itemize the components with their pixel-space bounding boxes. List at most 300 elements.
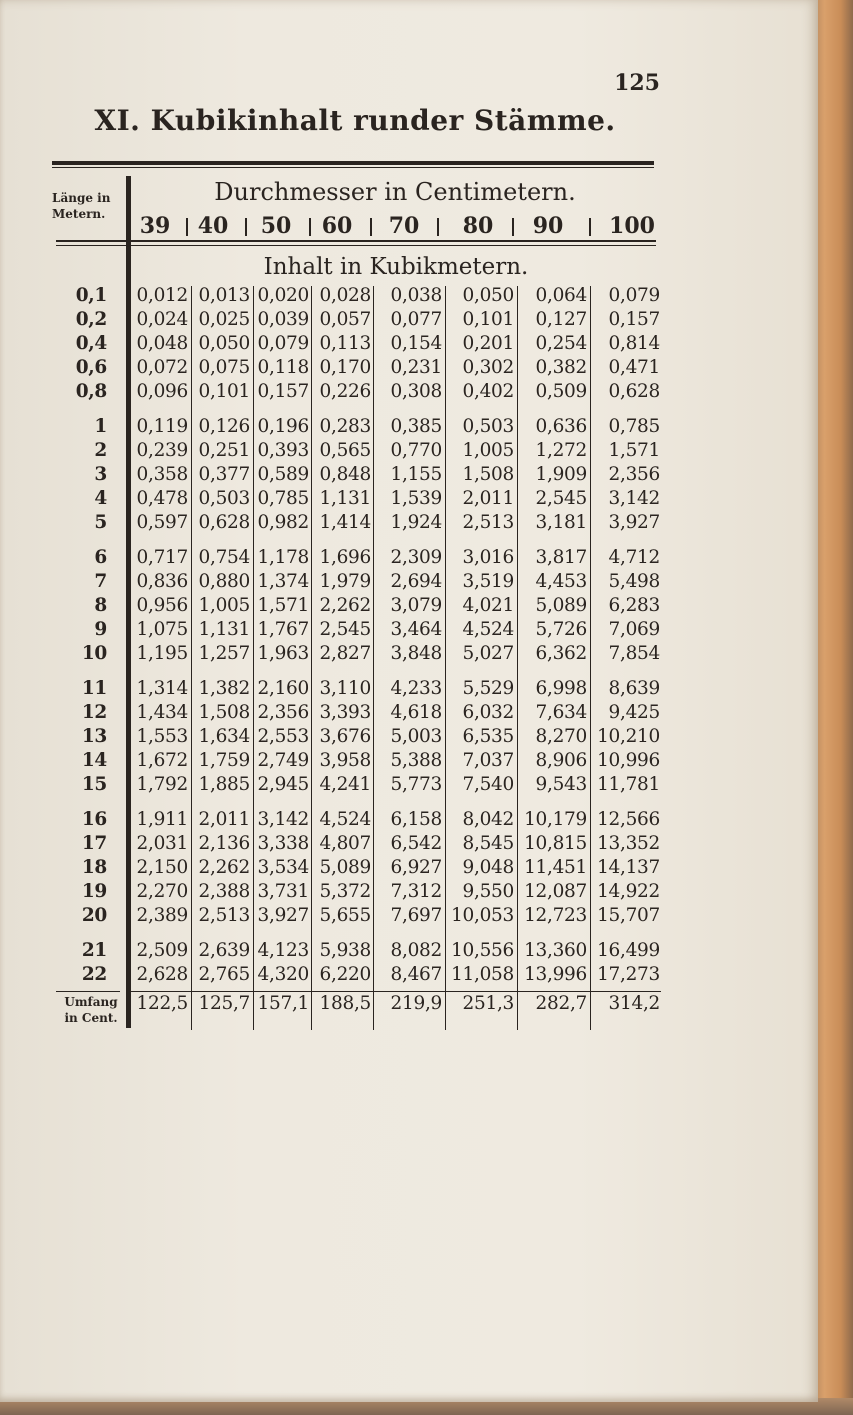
volume-cell: 3,393 — [319, 702, 371, 723]
volume-cell: 2,765 — [198, 964, 250, 985]
volume-cell: 3,848 — [390, 643, 442, 664]
volume-cell: 0,402 — [462, 381, 514, 402]
umfang-label-line1: Umfang — [64, 995, 118, 1009]
length-cell: 0,4 — [75, 333, 107, 354]
volume-cell: 5,027 — [462, 643, 514, 664]
volume-cell: 10,996 — [597, 750, 660, 771]
diameter-90: 90 — [532, 213, 564, 239]
volume-cell: 0,880 — [198, 571, 250, 592]
column-separator — [445, 286, 446, 1030]
umfang-label-line2: in Cent. — [64, 1011, 118, 1025]
volume-cell: 4,712 — [608, 547, 660, 568]
volume-cell: 1,508 — [462, 464, 514, 485]
volume-cell: 3,142 — [608, 488, 660, 509]
volume-cell: 6,362 — [535, 643, 587, 664]
durchmesser-header: Durchmesser in Centimetern. — [214, 178, 576, 206]
volume-cell: 0,024 — [136, 309, 188, 330]
volume-cell: 7,854 — [608, 643, 660, 664]
volume-cell: 1,571 — [257, 595, 309, 616]
volume-cell: 7,697 — [390, 905, 442, 926]
table-row — [50, 880, 670, 904]
table-row — [50, 546, 670, 570]
volume-cell: 3,958 — [319, 750, 371, 771]
volume-cell: 6,158 — [390, 809, 442, 830]
table-row — [50, 511, 670, 535]
header-rule-1 — [56, 240, 656, 242]
diameter-separator — [512, 218, 514, 236]
volume-cell: 0,028 — [319, 285, 371, 306]
length-cell: 0,6 — [75, 357, 107, 378]
length-cell: 22 — [81, 964, 107, 985]
volume-cell: 1,382 — [198, 678, 250, 699]
volume-cell: 1,434 — [136, 702, 188, 723]
volume-cell: 0,509 — [535, 381, 587, 402]
volume-cell: 3,338 — [257, 833, 309, 854]
volume-cell: 0,589 — [257, 464, 309, 485]
volume-cell: 1,155 — [390, 464, 442, 485]
volume-cell: 1,314 — [136, 678, 188, 699]
volume-cell: 10,815 — [524, 833, 587, 854]
volume-cell: 6,542 — [390, 833, 442, 854]
volume-cell: 0,101 — [198, 381, 250, 402]
volume-cell: 0,077 — [390, 309, 442, 330]
volume-cell: 0,119 — [136, 416, 188, 437]
umfang-cell: 122,5 — [136, 993, 188, 1014]
volume-cell: 1,005 — [462, 440, 514, 461]
volume-cell: 13,360 — [524, 940, 587, 961]
volume-cell: 0,072 — [136, 357, 188, 378]
table-row — [50, 284, 670, 308]
volume-cell: 4,807 — [319, 833, 371, 854]
volume-cell: 2,827 — [319, 643, 371, 664]
volume-cell: 2,309 — [390, 547, 442, 568]
column-separator — [517, 286, 518, 1030]
length-cell: 4 — [94, 488, 107, 509]
length-cell: 1 — [94, 416, 107, 437]
volume-cell: 1,759 — [198, 750, 250, 771]
volume-cell: 2,628 — [136, 964, 188, 985]
length-cell: 9 — [94, 619, 107, 640]
volume-cell: 14,137 — [597, 857, 660, 878]
volume-cell: 10,179 — [524, 809, 587, 830]
volume-cell: 3,181 — [535, 512, 587, 533]
column-separator — [191, 286, 192, 1030]
length-cell: 2 — [94, 440, 107, 461]
volume-cell: 10,556 — [451, 940, 514, 961]
volume-cell: 2,011 — [462, 488, 514, 509]
volume-cell: 0,064 — [535, 285, 587, 306]
volume-cell: 6,283 — [608, 595, 660, 616]
table-row — [50, 904, 670, 928]
table-row — [50, 356, 670, 380]
volume-cell: 0,956 — [136, 595, 188, 616]
volume-cell: 0,377 — [198, 464, 250, 485]
volume-cell: 3,676 — [319, 726, 371, 747]
volume-cell: 4,453 — [535, 571, 587, 592]
volume-cell: 13,352 — [597, 833, 660, 854]
volume-cell: 0,982 — [257, 512, 309, 533]
volume-cell: 0,012 — [136, 285, 188, 306]
umfang-cell: 125,7 — [198, 993, 250, 1014]
volume-cell: 1,634 — [198, 726, 250, 747]
volume-cell: 2,945 — [257, 774, 309, 795]
volume-cell: 0,039 — [257, 309, 309, 330]
volume-cell: 0,251 — [198, 440, 250, 461]
volume-cell: 8,639 — [608, 678, 660, 699]
length-cell: 15 — [81, 774, 107, 795]
volume-cell: 2,150 — [136, 857, 188, 878]
volume-cell: 7,540 — [462, 774, 514, 795]
table-row — [50, 939, 670, 963]
volume-cell: 9,550 — [462, 881, 514, 902]
volume-cell: 0,038 — [390, 285, 442, 306]
table-row — [50, 618, 670, 642]
length-cell: 3 — [94, 464, 107, 485]
volume-cell: 4,123 — [257, 940, 309, 961]
volume-cell: 5,498 — [608, 571, 660, 592]
volume-cell: 0,020 — [257, 285, 309, 306]
volume-cell: 2,356 — [257, 702, 309, 723]
book-edge-right — [812, 0, 853, 1415]
volume-cell: 0,025 — [198, 309, 250, 330]
diameter-separator — [309, 218, 311, 236]
diameter-39: 39 — [139, 213, 171, 239]
volume-cell: 9,048 — [462, 857, 514, 878]
volume-cell: 0,302 — [462, 357, 514, 378]
volume-cell: 13,996 — [524, 964, 587, 985]
volume-cell: 10,053 — [451, 905, 514, 926]
volume-cell: 3,731 — [257, 881, 309, 902]
umfang-rule-left — [56, 991, 120, 992]
volume-cell: 4,524 — [462, 619, 514, 640]
table-row — [50, 749, 670, 773]
volume-cell: 0,393 — [257, 440, 309, 461]
volume-cell: 0,050 — [198, 333, 250, 354]
volume-cell: 0,848 — [319, 464, 371, 485]
volume-cell: 1,272 — [535, 440, 587, 461]
volume-cell: 9,425 — [608, 702, 660, 723]
volume-cell: 0,478 — [136, 488, 188, 509]
volume-cell: 8,082 — [390, 940, 442, 961]
volume-cell: 2,031 — [136, 833, 188, 854]
table-row — [50, 725, 670, 749]
volume-cell: 0,283 — [319, 416, 371, 437]
volume-cell: 12,723 — [524, 905, 587, 926]
volume-cell: 0,075 — [198, 357, 250, 378]
volume-cell: 1,374 — [257, 571, 309, 592]
header-rule-2 — [56, 245, 656, 246]
volume-cell: 0,157 — [608, 309, 660, 330]
volume-cell: 8,545 — [462, 833, 514, 854]
laenge-header-line1: Länge in — [52, 191, 111, 205]
length-cell: 12 — [81, 702, 107, 723]
length-cell: 10 — [81, 643, 107, 664]
volume-cell: 3,142 — [257, 809, 309, 830]
volume-cell: 1,979 — [319, 571, 371, 592]
volume-cell: 0,127 — [535, 309, 587, 330]
diameter-header-row — [131, 212, 661, 240]
volume-cell: 0,385 — [390, 416, 442, 437]
volume-cell: 0,717 — [136, 547, 188, 568]
length-cell: 5 — [94, 512, 107, 533]
diameter-separator — [589, 218, 591, 236]
volume-cell: 0,113 — [319, 333, 371, 354]
volume-cell: 6,032 — [462, 702, 514, 723]
table-row — [50, 963, 670, 987]
volume-cell: 10,210 — [597, 726, 660, 747]
volume-cell: 0,308 — [390, 381, 442, 402]
volume-cell: 2,513 — [198, 905, 250, 926]
length-cell: 13 — [81, 726, 107, 747]
volume-cell: 0,226 — [319, 381, 371, 402]
volume-cell: 15,707 — [597, 905, 660, 926]
table-row — [50, 856, 670, 880]
volume-cell: 0,239 — [136, 440, 188, 461]
length-cell: 7 — [94, 571, 107, 592]
length-cell: 11 — [81, 678, 107, 699]
length-cell: 18 — [81, 857, 107, 878]
umfang-cell: 314,2 — [608, 993, 660, 1014]
volume-cell: 11,058 — [451, 964, 514, 985]
volume-cell: 7,037 — [462, 750, 514, 771]
diameter-separator — [370, 218, 372, 236]
volume-cell: 1,963 — [257, 643, 309, 664]
length-cell: 16 — [81, 809, 107, 830]
volume-cell: 2,160 — [257, 678, 309, 699]
volume-cell: 4,241 — [319, 774, 371, 795]
volume-cell: 8,467 — [390, 964, 442, 985]
length-cell: 21 — [81, 940, 107, 961]
diameter-separator — [186, 218, 188, 236]
table-row — [50, 415, 670, 439]
length-cell: 0,1 — [75, 285, 107, 306]
column-separator — [373, 286, 374, 1030]
volume-cell: 6,220 — [319, 964, 371, 985]
volume-cell: 3,927 — [608, 512, 660, 533]
volume-cell: 0,254 — [535, 333, 587, 354]
volume-cell: 0,565 — [319, 440, 371, 461]
volume-cell: 4,021 — [462, 595, 514, 616]
volume-cell: 0,170 — [319, 357, 371, 378]
volume-cell: 2,749 — [257, 750, 309, 771]
volume-cell: 12,566 — [597, 809, 660, 830]
volume-cell: 1,571 — [608, 440, 660, 461]
volume-cell: 6,998 — [535, 678, 587, 699]
volume-cell: 11,781 — [597, 774, 660, 795]
volume-cell: 5,003 — [390, 726, 442, 747]
table-row — [50, 594, 670, 618]
volume-cell: 2,388 — [198, 881, 250, 902]
volume-cell: 5,089 — [535, 595, 587, 616]
volume-cell: 11,451 — [524, 857, 587, 878]
length-cell: 20 — [81, 905, 107, 926]
volume-cell: 1,553 — [136, 726, 188, 747]
volume-cell: 0,770 — [390, 440, 442, 461]
volume-cell: 0,628 — [198, 512, 250, 533]
volume-cell: 0,096 — [136, 381, 188, 402]
volume-cell: 0,785 — [608, 416, 660, 437]
volume-cell: 0,126 — [198, 416, 250, 437]
volume-cell: 5,773 — [390, 774, 442, 795]
volume-cell: 7,634 — [535, 702, 587, 723]
volume-cell: 0,754 — [198, 547, 250, 568]
volume-cell: 2,262 — [198, 857, 250, 878]
table-row — [50, 832, 670, 856]
volume-cell: 1,131 — [198, 619, 250, 640]
diameter-70: 70 — [388, 213, 420, 239]
volume-cell: 7,312 — [390, 881, 442, 902]
volume-cell: 3,016 — [462, 547, 514, 568]
volume-cell: 7,069 — [608, 619, 660, 640]
volume-cell: 5,089 — [319, 857, 371, 878]
volume-cell: 8,042 — [462, 809, 514, 830]
volume-cell: 3,079 — [390, 595, 442, 616]
volume-cell: 0,785 — [257, 488, 309, 509]
volume-cell: 17,273 — [597, 964, 660, 985]
volume-cell: 3,110 — [319, 678, 371, 699]
volume-cell: 3,519 — [462, 571, 514, 592]
volume-cell: 9,543 — [535, 774, 587, 795]
volume-cell: 2,509 — [136, 940, 188, 961]
table-row — [50, 701, 670, 725]
volume-cell: 0,358 — [136, 464, 188, 485]
volume-cell: 2,694 — [390, 571, 442, 592]
volume-cell: 3,464 — [390, 619, 442, 640]
volume-cell: 8,906 — [535, 750, 587, 771]
umfang-cell: 219,9 — [390, 993, 442, 1014]
table-row — [50, 439, 670, 463]
table-row — [50, 380, 670, 404]
volume-cell: 0,201 — [462, 333, 514, 354]
volume-cell: 3,927 — [257, 905, 309, 926]
volume-cell: 1,924 — [390, 512, 442, 533]
volume-cell: 4,320 — [257, 964, 309, 985]
volume-cell: 1,696 — [319, 547, 371, 568]
volume-cell: 1,767 — [257, 619, 309, 640]
column-separator — [590, 286, 591, 1030]
table-row — [50, 677, 670, 701]
volume-cell: 1,195 — [136, 643, 188, 664]
table-row — [50, 570, 670, 594]
volume-cell: 0,382 — [535, 357, 587, 378]
volume-cell: 5,388 — [390, 750, 442, 771]
table-row — [50, 808, 670, 832]
volume-cell: 2,545 — [319, 619, 371, 640]
volume-cell: 1,131 — [319, 488, 371, 509]
volume-cell: 0,050 — [462, 285, 514, 306]
volume-cell: 0,503 — [462, 416, 514, 437]
volume-cell: 2,553 — [257, 726, 309, 747]
length-cell: 0,2 — [75, 309, 107, 330]
umfang-row — [50, 992, 670, 1016]
volume-cell: 0,471 — [608, 357, 660, 378]
volume-cell: 2,545 — [535, 488, 587, 509]
umfang-cell: 251,3 — [462, 993, 514, 1014]
volume-cell: 5,529 — [462, 678, 514, 699]
length-cell: 19 — [81, 881, 107, 902]
volume-cell: 1,885 — [198, 774, 250, 795]
volume-cell: 6,535 — [462, 726, 514, 747]
volume-cell: 2,389 — [136, 905, 188, 926]
volume-cell: 0,079 — [257, 333, 309, 354]
volume-cell: 0,079 — [608, 285, 660, 306]
volume-cell: 0,196 — [257, 416, 309, 437]
diameter-50: 50 — [260, 213, 292, 239]
volume-cell: 4,524 — [319, 809, 371, 830]
volume-cell: 0,013 — [198, 285, 250, 306]
volume-cell: 1,909 — [535, 464, 587, 485]
volume-cell: 0,057 — [319, 309, 371, 330]
volume-cell: 16,499 — [597, 940, 660, 961]
column-separator — [253, 286, 254, 1030]
volume-cell: 1,792 — [136, 774, 188, 795]
volume-cell: 0,048 — [136, 333, 188, 354]
volume-cell: 1,539 — [390, 488, 442, 509]
volume-cell: 0,231 — [390, 357, 442, 378]
table-row — [50, 332, 670, 356]
umfang-cell: 282,7 — [535, 993, 587, 1014]
volume-cell: 1,672 — [136, 750, 188, 771]
volume-cell: 1,257 — [198, 643, 250, 664]
volume-cell: 5,655 — [319, 905, 371, 926]
diameter-40: 40 — [197, 213, 229, 239]
volume-cell: 0,118 — [257, 357, 309, 378]
volume-cell: 0,154 — [390, 333, 442, 354]
volume-cell: 0,503 — [198, 488, 250, 509]
top-rule-thick — [52, 161, 654, 165]
volume-cell: 0,597 — [136, 512, 188, 533]
length-cell: 6 — [94, 547, 107, 568]
volume-cell: 2,011 — [198, 809, 250, 830]
volume-cell: 2,262 — [319, 595, 371, 616]
volume-cell: 0,836 — [136, 571, 188, 592]
diameter-60: 60 — [321, 213, 353, 239]
volume-cell: 5,372 — [319, 881, 371, 902]
volume-cell: 1,414 — [319, 512, 371, 533]
volume-cell: 3,534 — [257, 857, 309, 878]
volume-cell: 2,270 — [136, 881, 188, 902]
table-row — [50, 773, 670, 797]
volume-cell: 4,618 — [390, 702, 442, 723]
volume-cell: 1,911 — [136, 809, 188, 830]
table-row — [50, 487, 670, 511]
volume-cell: 5,726 — [535, 619, 587, 640]
volume-cell: 1,005 — [198, 595, 250, 616]
diameter-100: 100 — [609, 213, 655, 239]
umfang-cell: 188,5 — [319, 993, 371, 1014]
volume-cell: 12,087 — [524, 881, 587, 902]
length-cell: 17 — [81, 833, 107, 854]
laenge-header — [52, 190, 126, 222]
volume-cell: 8,270 — [535, 726, 587, 747]
volume-cell: 0,636 — [535, 416, 587, 437]
inhalt-header: Inhalt in Kubikmetern. — [263, 254, 529, 280]
length-cell: 14 — [81, 750, 107, 771]
volume-cell: 2,356 — [608, 464, 660, 485]
volume-cell: 3,817 — [535, 547, 587, 568]
top-rule-thin — [52, 167, 654, 168]
length-cell: 0,8 — [75, 381, 107, 402]
volume-cell: 0,628 — [608, 381, 660, 402]
diameter-80: 80 — [462, 213, 494, 239]
volume-cell: 14,922 — [597, 881, 660, 902]
umfang-label — [56, 994, 126, 1026]
volume-cell: 5,938 — [319, 940, 371, 961]
laenge-header-line2: Metern. — [52, 207, 106, 221]
page-title: XI. Kubikinhalt runder Stämme. — [94, 104, 616, 137]
volume-cell: 6,927 — [390, 857, 442, 878]
umfang-cell: 157,1 — [257, 993, 309, 1014]
